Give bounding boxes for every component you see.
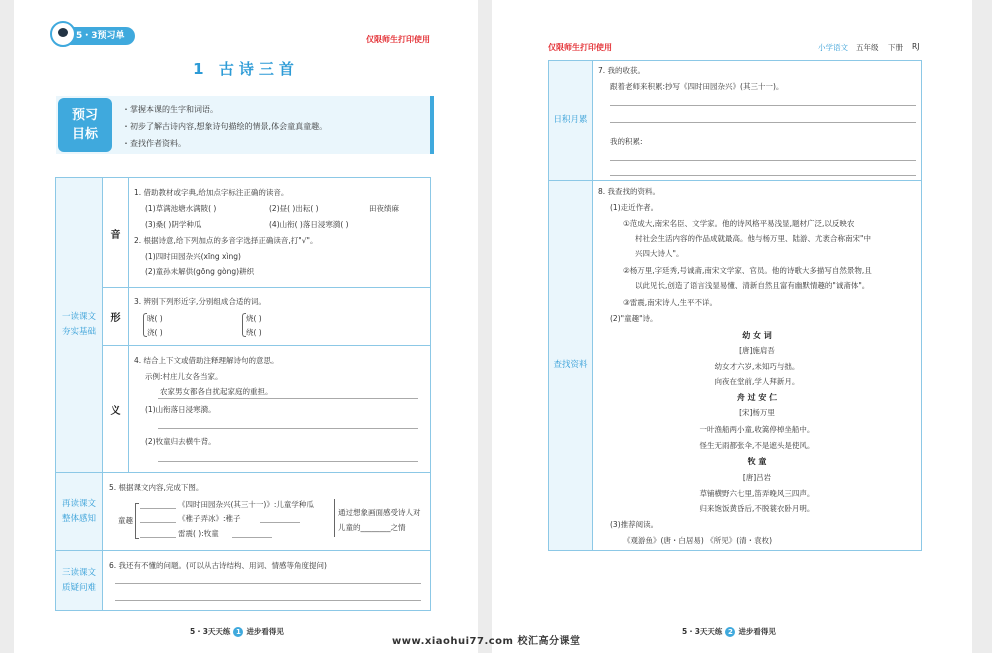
answer-line[interactable]: [140, 522, 176, 523]
section-third-read: [56, 551, 102, 610]
poem-author: [唐]施肩吾: [739, 346, 775, 355]
poem-line: 一叶渔船两小童,收篙停棹坐船中。: [699, 425, 815, 434]
q4-item: (1)山衔落日浸寒漪。: [145, 405, 216, 414]
q4-example: 示例:村庄儿女各当家。: [145, 372, 223, 381]
divider: [128, 177, 129, 473]
q8-text: ②杨万里,字廷秀,号诚斋,南宋文学家、官员。他的诗歌大多描写自然景物,且: [623, 266, 872, 275]
q8-text: 以此见长,创造了语言浅显易懂、清新自然且富有幽默情趣的"诚斋体"。: [635, 281, 870, 290]
q1-item: (1)草满池塘水满陂( ): [145, 204, 217, 213]
divider: [102, 177, 103, 611]
mindmap-summary: 儿童的________之情: [338, 523, 406, 532]
section-label: 质疑问难: [61, 582, 96, 593]
poem-line: 怪生无雨都张伞,不是遮头是使风。: [699, 441, 815, 450]
answer-line: [158, 398, 418, 399]
page-number: 2: [725, 627, 735, 637]
q8-text: ③雷震,南宋诗人,生平不详。: [623, 298, 717, 307]
q8-text: 兴四大诗人"。: [635, 249, 684, 258]
goal-tag-line2: 目标: [71, 127, 98, 142]
grade-label: 五年级: [856, 43, 879, 52]
divider: [548, 180, 922, 181]
answer-line[interactable]: [140, 537, 176, 538]
left-page: [14, 0, 478, 653]
volume-label: 下册: [888, 43, 903, 52]
q1-item: (4)山衔( )落日浸寒漪( ): [269, 220, 349, 229]
footer-slogan: 进步看得见: [246, 627, 284, 636]
poem-line: 幼女才六岁,未知巧与拙。: [714, 362, 800, 371]
sub-label-meaning: 义: [110, 406, 121, 417]
mascot-icon: [50, 21, 76, 47]
question-2: 2. 根据诗意,给下列加点的多音字选择正确读音,打"√"。: [134, 236, 318, 245]
answer-line[interactable]: [140, 508, 176, 509]
mindmap-branch: 《四时田园杂兴(其三十一)》:儿童学种瓜: [178, 500, 314, 509]
footer-slogan: 进步看得见: [738, 627, 776, 636]
goal-list: [122, 101, 327, 152]
question-5: 5. 根据课文内容,完成下图。: [109, 483, 204, 492]
goal-item: ・查找作者资料。: [122, 139, 186, 148]
poem-line: 向夜在堂前,学人拜新月。: [714, 377, 800, 386]
answer-line[interactable]: [115, 600, 421, 601]
section-first-read: [56, 178, 102, 472]
question-6: 6. 我还有不懂的问题。(可以从古诗结构、用词、情感等角度提问): [109, 561, 327, 570]
answer-line[interactable]: [158, 428, 418, 429]
footer-brand: 5・3天天练: [682, 627, 723, 636]
q1-item: (3)桑( )阴学种瓜: [145, 220, 202, 229]
poem-author: [宋]杨万里: [739, 408, 775, 417]
mindmap-branch: 《稚子弄冰》:稚子: [178, 514, 241, 523]
question-8: 8. 我查找的资料。: [598, 187, 661, 196]
question-7: 7. 我的收获。: [598, 66, 646, 75]
q8-part: (3)推荐阅读。: [610, 520, 659, 529]
poem-title: 幼 女 词: [742, 331, 772, 340]
question-4: 4. 结合上下文或借助注释理解诗句的意思。: [134, 356, 279, 365]
question-1: 1. 借助教材或字典,给加点字标注正确的读音。: [134, 188, 289, 197]
section-label: 一读课文: [61, 312, 96, 322]
sub-label-pronunciation: 音: [110, 230, 121, 241]
answer-line[interactable]: [158, 461, 418, 462]
q4-item: (2)牧童归去横牛背。: [145, 437, 216, 446]
goal-item: ・初步了解古诗内容,想象诗句描绘的情景,体会童真童趣。: [122, 122, 328, 131]
poem-author: [唐]吕岩: [742, 473, 772, 482]
poem-title: 舟 过 安 仁: [736, 393, 778, 402]
mindmap-root: 童趣: [118, 516, 133, 525]
q1-item: 田夜绩麻: [369, 204, 399, 213]
lesson-title: 1 古诗三首: [193, 60, 299, 78]
answer-line[interactable]: [610, 175, 916, 176]
mindmap-summary: 通过想象画面感受诗人对: [338, 508, 421, 517]
section-label: 查找资料: [553, 360, 588, 370]
q3-item: 烧( ): [246, 314, 262, 323]
divider: [55, 472, 431, 473]
q8-part: (1)走近作者。: [610, 203, 659, 212]
footer: [190, 626, 284, 637]
right-page: [492, 0, 972, 653]
answer-line[interactable]: [610, 160, 916, 161]
q7-item: 跟着老师来积累:抄写《四时田园杂兴》(其三十一)。: [610, 82, 784, 91]
section-label: 再读课文: [61, 498, 96, 509]
q3-item: 绕( ): [246, 328, 262, 337]
poem-line: 草铺横野六七里,笛弄晚风三四声。: [699, 489, 815, 498]
q8-text: 《观游鱼》(唐・白居易) 《所见》(清・袁枚): [623, 536, 773, 545]
poem-line: 归来饱饭黄昏后,不脱蓑衣卧月明。: [699, 504, 815, 513]
watermark: www.xiaohui77.com 校汇高分课堂: [392, 636, 581, 647]
q2-item: (2)童孙未解供(gōng gòng)耕织: [145, 267, 255, 276]
divider: [102, 345, 431, 346]
poem-title: 牧 童: [747, 457, 767, 466]
q3-item: 浇( ): [147, 328, 163, 337]
section-research: [549, 181, 592, 550]
q3-item: 晓( ): [147, 314, 163, 323]
answer-line[interactable]: [260, 522, 300, 523]
page-number: 1: [233, 627, 243, 637]
goal-item: ・掌握本课的生字和词语。: [122, 105, 218, 114]
brace: [242, 313, 246, 337]
divider: [102, 287, 431, 288]
q1-item: (2)昼( )出耘( ): [269, 204, 319, 213]
answer-line[interactable]: [610, 122, 916, 123]
section-label: 夯实基础: [61, 327, 96, 337]
section-accumulation: [549, 61, 592, 180]
answer-line[interactable]: [115, 583, 421, 584]
brand-badge: 5・3预习单: [54, 27, 135, 45]
edition-label: RJ: [912, 42, 920, 51]
q2-item: (1)四时田园杂兴(xīng xìng): [145, 252, 241, 261]
q4-example-answer: 农家男女都各自扰起家庭的重担。: [160, 387, 273, 396]
q8-text: ①范成大,南宋名臣、文学家。他的诗风格平易浅显,题材广泛,以反映农: [623, 219, 855, 228]
footer: [682, 626, 776, 637]
section-label: 三读课文: [61, 567, 96, 578]
print-notice: 仅限师生打印使用: [548, 43, 612, 52]
q7-item: 我的积累:: [610, 137, 643, 146]
divider: [55, 550, 431, 551]
answer-line[interactable]: [610, 105, 916, 106]
brace: [143, 313, 147, 337]
goal-tag-line1: 预习: [71, 108, 98, 123]
brace: [135, 503, 139, 539]
mindmap-branch: 雷震( ):牧童: [178, 529, 219, 538]
print-notice: 仅限师生打印使用: [366, 35, 430, 44]
answer-line[interactable]: [232, 537, 272, 538]
goal-tag: [58, 98, 112, 152]
subject-label: 小学语文: [818, 43, 848, 52]
section-second-read: [56, 473, 102, 550]
footer-brand: 5・3天天练: [190, 627, 231, 636]
section-label: 整体感知: [61, 513, 96, 524]
section-label: 日积月累: [553, 115, 588, 125]
q8-part: (2)"童趣"诗。: [610, 314, 658, 323]
q8-text: 村社会生活内容的作品成就最高。他与杨万里、陆游、尤袤合称南宋"中: [635, 234, 871, 243]
question-3: 3. 辨别下列形近字,分别组成合适的词。: [134, 297, 266, 306]
sub-label-form: 形: [110, 313, 121, 324]
